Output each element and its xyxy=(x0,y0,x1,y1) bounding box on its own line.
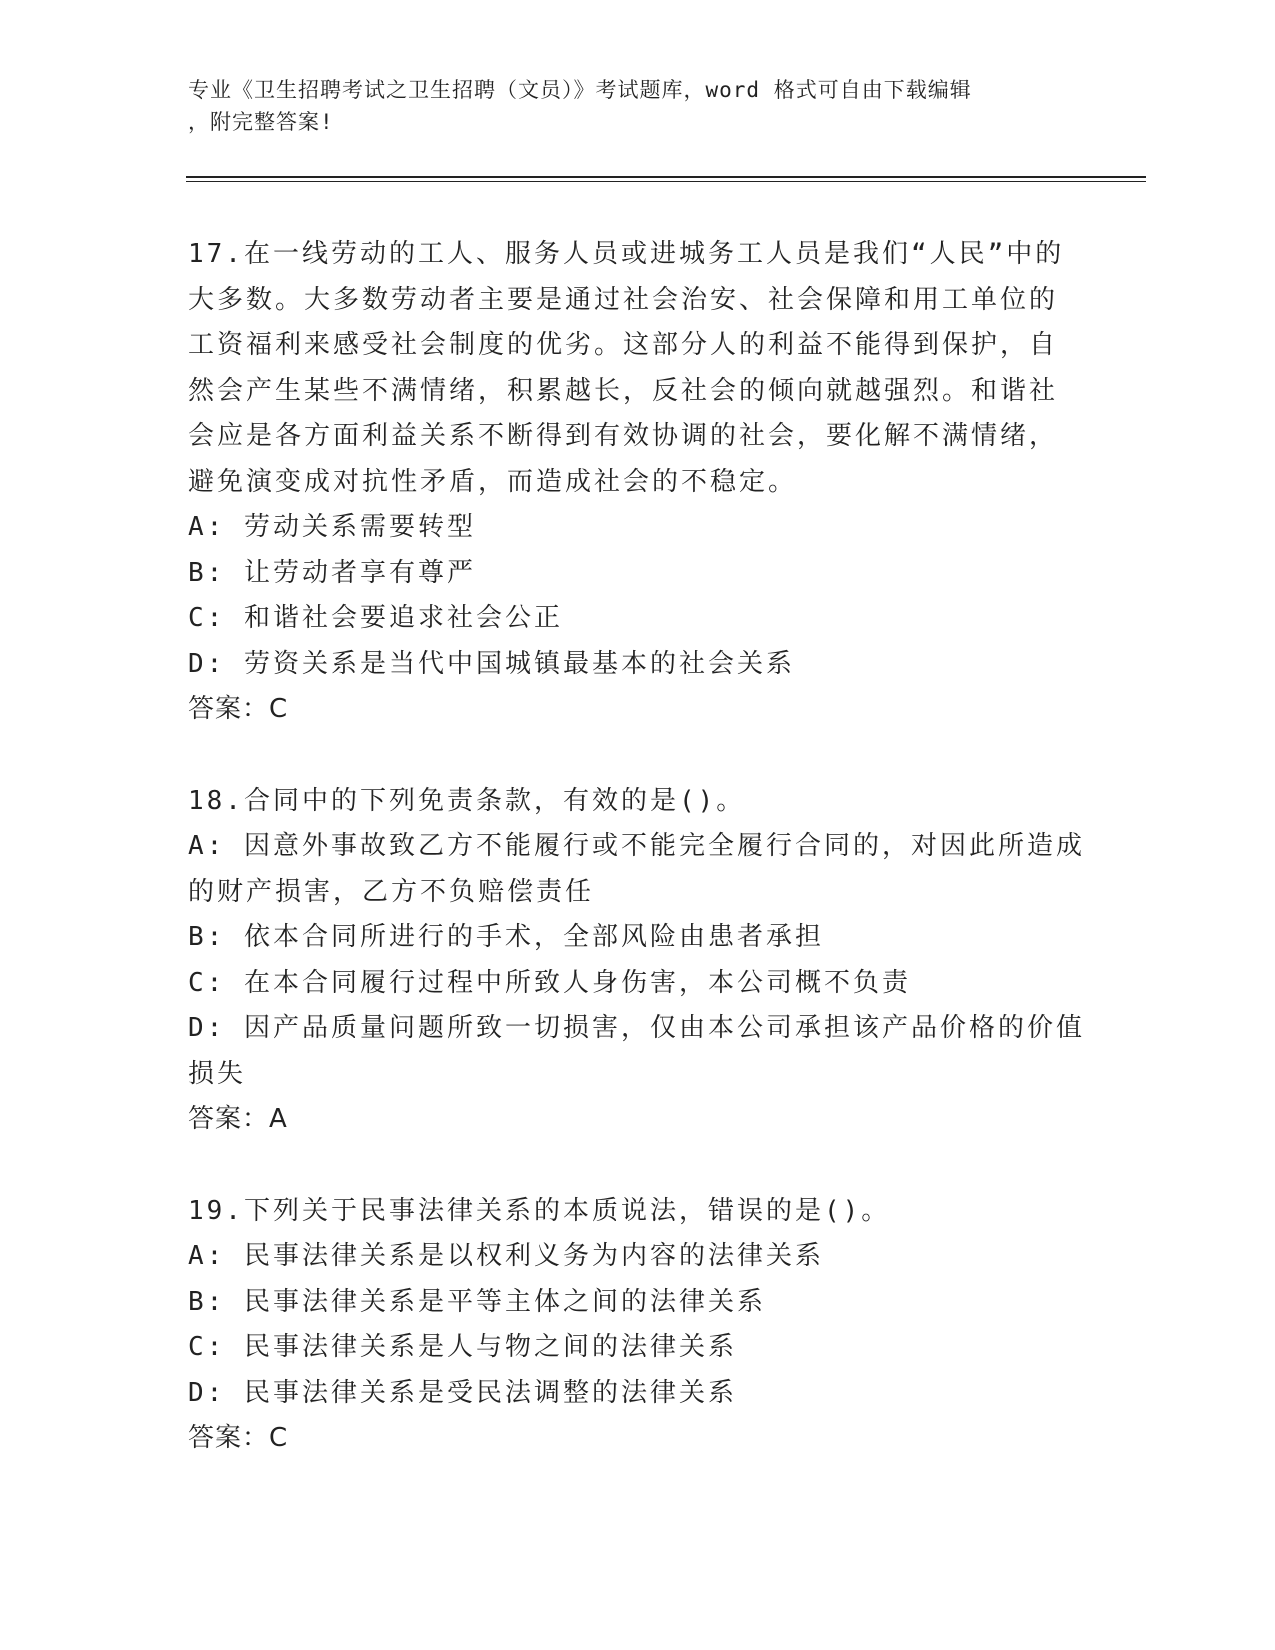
question-stem-line: 然会产生某些不满情绪，积累越长，反社会的倾向就越强烈。和谐社 xyxy=(188,375,1059,406)
question-stem-line: 17.在一线劳动的工人、服务人员或进城务工人员是我们“人民”中的 xyxy=(188,239,1065,269)
option-a-continued: 的财产损害，乙方不负赔偿责任 xyxy=(188,876,595,907)
question-stem-line: 工资福利来感受社会制度的优劣。这部分人的利益不能得到保护，自 xyxy=(188,330,1059,360)
option-c: C: 在本合同履行过程中所致人身伤害，本公司概不负责 xyxy=(188,967,911,998)
option-a: A: 劳动关系需要转型 xyxy=(188,512,476,542)
header-divider xyxy=(186,176,1146,178)
option-c: C: 和谐社会要追求社会公正 xyxy=(188,603,563,633)
question-stem-line: 19.下列关于民事法律关系的本质说法，错误的是()。 xyxy=(188,1195,891,1226)
question-19 xyxy=(188,1189,1088,1462)
header-text-line-2: ，附完整答案! xyxy=(188,110,334,134)
question-stem-line: 大多数。大多数劳动者主要是通过社会治安、社会保障和用工单位的 xyxy=(188,284,1059,315)
option-d: D: 劳资关系是当代中国城镇最基本的社会关系 xyxy=(188,648,795,679)
option-d-continued: 损失 xyxy=(188,1058,247,1089)
answer-label: 答案：C xyxy=(188,694,289,724)
answer-label: 答案：C xyxy=(188,1423,289,1453)
header-text-line-1: 专业《卫生招聘考试之卫生招聘（文员）》考试题库，word 格式可自由下载编辑 xyxy=(188,78,972,102)
option-b: B: 依本合同所进行的手术，全部风险由患者承担 xyxy=(188,922,824,952)
answer-label: 答案：A xyxy=(188,1104,288,1134)
option-c: C: 民事法律关系是人与物之间的法律关系 xyxy=(188,1332,737,1362)
question-stem-line: 避免演变成对抗性矛盾，而造成社会的不稳定。 xyxy=(188,466,798,497)
option-a: A: 因意外事故致乙方不能履行或不能完全履行合同的，对因此所造成 xyxy=(188,831,1085,861)
option-b: B: 让劳动者享有尊严 xyxy=(188,557,476,588)
option-d: D: 民事法律关系是受民法调整的法律关系 xyxy=(188,1377,737,1408)
document-header xyxy=(188,74,1088,138)
question-stem-line: 会应是各方面利益关系不断得到有效协调的社会，要化解不满情绪， xyxy=(188,421,1059,451)
question-17 xyxy=(188,232,1088,733)
header-divider-thin xyxy=(186,181,1146,182)
option-d: D: 因产品质量问题所致一切损害，仅由本公司承担该产品价格的价值 xyxy=(188,1013,1085,1043)
question-list xyxy=(188,232,1088,1462)
question-stem-line: 18.合同中的下列免责条款，有效的是()。 xyxy=(188,785,746,816)
option-b: B: 民事法律关系是平等主体之间的法律关系 xyxy=(188,1286,766,1317)
option-a: A: 民事法律关系是以权利义务为内容的法律关系 xyxy=(188,1241,824,1271)
question-18 xyxy=(188,779,1088,1143)
